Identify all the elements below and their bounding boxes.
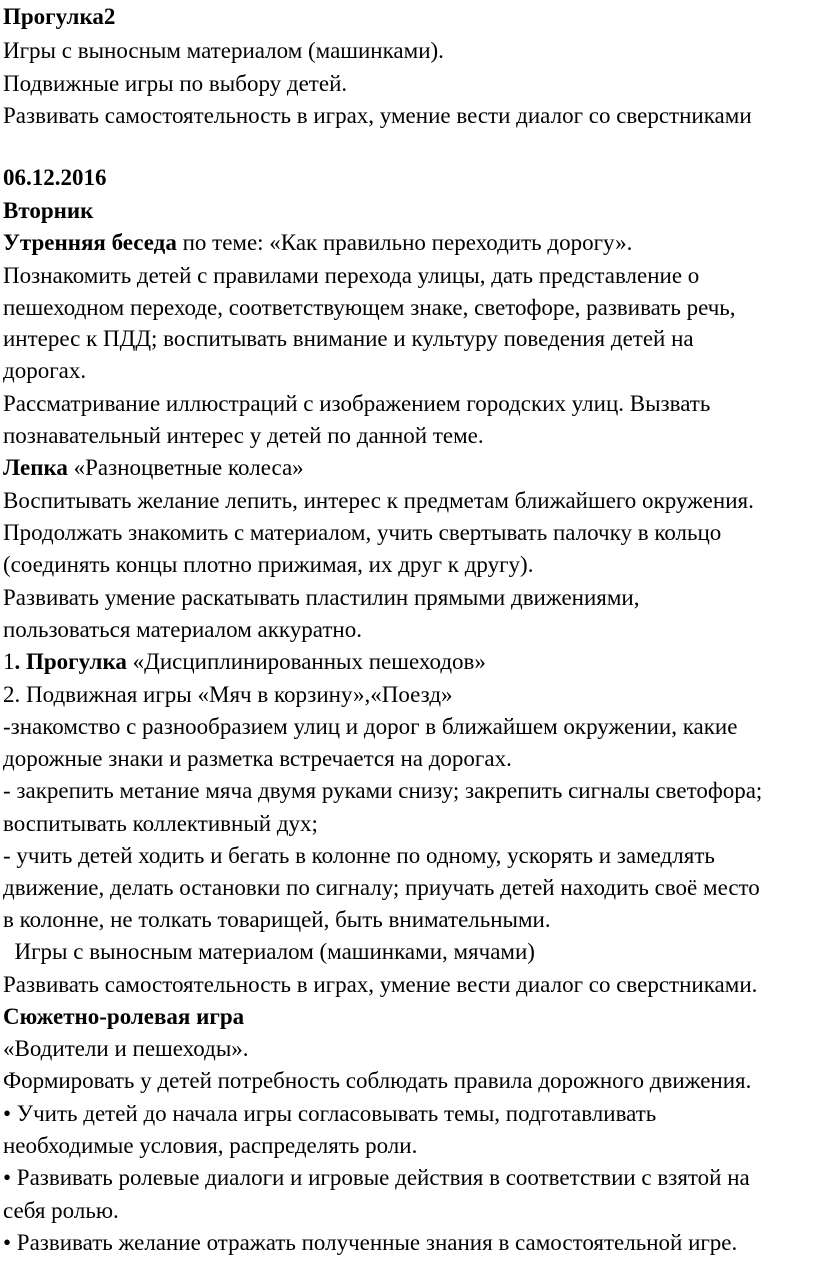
bullet-item: • Развивать ролевые диалоги и игровые действия в соответствии с взятой на [3, 1165, 750, 1190]
paragraph-line: - закрепить метание мяча двумя руками снизу; закрепить сигналы светофора; [3, 778, 763, 803]
paragraph-line: себя ролью. [3, 1198, 119, 1223]
walk2-line: Игры с выносным материалом (машинками). [3, 38, 444, 63]
modeling-label: Лепка [3, 455, 68, 480]
paragraph-line: - учить детей ходить и бегать в колонне по одному, ускорять и замедлять [3, 843, 715, 868]
walk-text: «Дисциплинированных пешеходов» [126, 649, 486, 674]
paragraph-line: Развивать самостоятельность в играх, умение вести диалог со сверстниками. [3, 972, 758, 997]
paragraph-line: познавательный интерес у детей по данной теме. [3, 423, 484, 448]
paragraph-line: дорогах. [3, 358, 87, 383]
modeling-heading-line [3, 453, 304, 483]
talk-heading-line [3, 228, 632, 258]
paragraph-line: воспитывать коллективный дух; [3, 811, 318, 836]
walk2-line: Подвижные игры по выбору детей. [3, 71, 348, 96]
talk-label: Утренняя беседа [3, 230, 177, 255]
role-play-title: «Водители и пешеходы». [3, 1036, 249, 1061]
paragraph-line: необходимые условия, распределять роли. [3, 1133, 418, 1158]
paragraph-line: Познакомить детей с правилами перехода улицы, дать представление о [3, 263, 700, 288]
talk-text: по теме: «Как правильно переходить дорогу». [176, 230, 633, 255]
paragraph-line: дорожные знаки и разметка встречается на дорогах. [3, 746, 512, 771]
modeling-text: «Разноцветные колеса» [67, 455, 304, 480]
paragraph-line: Формировать у детей потребность соблюдать правила дорожного движения. [3, 1068, 752, 1093]
walk2-line: Развивать самостоятельность в играх, умение вести диалог со сверстниками [3, 103, 752, 128]
bullet-item: • Учить детей до начала игры согласовывать темы, подготавливать [3, 1101, 657, 1126]
paragraph-line: Игры с выносным материалом (машинками, мячами) [3, 939, 535, 964]
paragraph-line: движение, делать остановки по сигналу; приучать детей находить своё место [3, 875, 760, 900]
role-play-heading: Сюжетно-ролевая игра [3, 1004, 245, 1029]
date-heading: 06.12.2016 [3, 165, 107, 190]
paragraph-line: -знакомство с разнообразием улиц и дорог в ближайшем окружении, какие [3, 714, 738, 739]
paragraph-line: Продолжать знакомить с материалом, учить свертывать палочку в кольцо [3, 520, 722, 545]
walk-number: 1 [3, 649, 15, 674]
bullet-item: • Развивать желание отражать полученные знания в самостоятельной игре. [3, 1230, 738, 1255]
paragraph-line: Рассматривание иллюстраций с изображением городских улиц. Вызвать [3, 391, 711, 416]
weekday-heading: Вторник [3, 198, 94, 223]
paragraph-line: в колонне, не толкать товарищей, быть внимательными. [3, 907, 551, 932]
paragraph-line: (соединять концы плотно прижимая, их друг к другу). [3, 552, 534, 577]
paragraph-line: 2. Подвижная игры «Мяч в корзину»,«Поезд» [3, 682, 453, 707]
walk-heading-line [3, 647, 486, 677]
walk-label: . Прогулка [14, 649, 127, 674]
paragraph-line: интерес к ПДД; воспитывать внимание и культуру поведения детей на [3, 326, 694, 351]
paragraph-line: Развивать умение раскатывать пластилин прямыми движениями, [3, 585, 640, 610]
paragraph-line: пользоваться материалом аккуратно. [3, 617, 362, 642]
walk2-title: Прогулка2 [3, 4, 116, 29]
paragraph-line: Воспитывать желание лепить, интерес к предметам ближайшего окружения. [3, 488, 754, 513]
paragraph-line: пешеходном переходе, соответствующем знаке, светофоре, развивать речь, [3, 295, 736, 320]
